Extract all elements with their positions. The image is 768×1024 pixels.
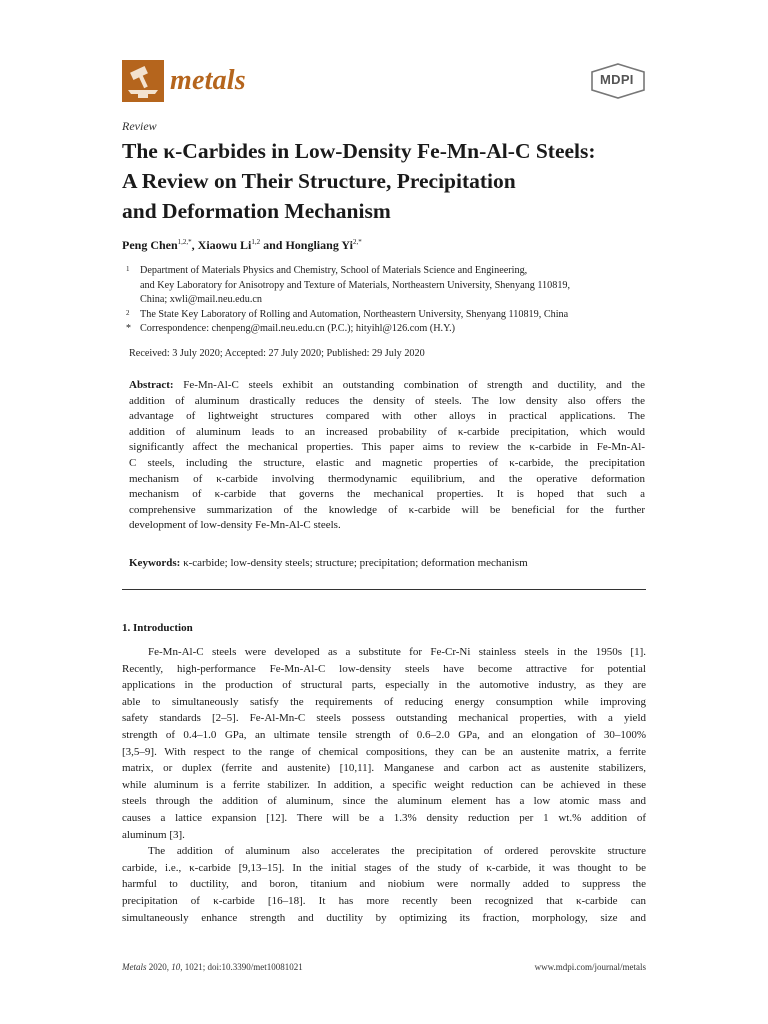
author-name[interactable]: Hongliang Yi — [285, 238, 353, 252]
footer-citation: Metals 2020, 10, 1021; doi:10.3390/met10081021 — [122, 962, 303, 972]
abstract-line: C steels, including the structure, elastic and magnetic properties of κ-carbide, the precipitation — [129, 456, 645, 469]
hammer-anvil-icon — [122, 60, 164, 102]
abstract-line: addition of aluminum drastically reduces the density of steels. The low density also offers the — [129, 394, 645, 407]
abstract-line: mechanism of κ-carbide involving thermodynamic equilibrium, and the operative deformation — [129, 472, 645, 485]
affiliation-marker: 2 — [126, 308, 130, 317]
paper-title — [122, 136, 662, 226]
author-separator: , — [191, 238, 198, 252]
text-line: [3,5–9]. With respect to the range of chemical compositions, they can be an austenite matrix, a ferrite — [122, 745, 646, 758]
abstract-line: mechanism of κ-carbide that governs the mechanical properties. It is hoped that such a — [129, 488, 645, 501]
author-affil-marker: 2,* — [352, 238, 362, 246]
affiliation-marker: 1 — [126, 265, 130, 273]
paragraph — [122, 644, 646, 843]
abstract-line: development of low-density Fe-Mn-Al-C steels. — [129, 519, 341, 532]
author-affil-marker: 1,2 — [251, 238, 261, 246]
affiliation-line: Department of Materials Physics and Chemistry, School of Materials Science and Engineering, — [140, 265, 528, 276]
author-name[interactable]: Peng Chen — [122, 238, 178, 252]
text-line: precipitation of κ-carbide [16–18]. It has more recently been recognized that κ-carbide can — [122, 894, 646, 907]
body-text — [122, 644, 646, 926]
correspondence-marker: * — [126, 323, 131, 334]
text-line: Recently, high-performance Fe-Mn-Al-C low-density steels have become attractive for potential — [122, 662, 646, 675]
text-line: carbide, i.e., κ-carbide [9,13–15]. In the initial stages of the study of κ-carbide, it was thought to be — [122, 861, 646, 874]
journal-logo[interactable] — [122, 60, 246, 102]
text-line: matrix, or duplex (ferrite and austenite) [10,11]. Manganese and carbon act as austenite stabilizers, — [122, 762, 646, 775]
affiliations — [126, 264, 646, 337]
text-line: Fe-Mn-Al-C steels were developed as a substitute for Fe-Cr-Ni stainless steels in the 1950s [1]. — [148, 646, 646, 658]
affiliation-line: and Key Laboratory for Anisotropy and Texture of Materials, Northeastern University, Shenyang 110819, — [140, 279, 571, 291]
correspondence-line: Correspondence: chenpeng@mail.neu.edu.cn (P.C.); hityihl@126.com (H.Y.) — [140, 323, 456, 334]
author-name[interactable]: Xiaowu Li — [197, 238, 252, 252]
title-line: A Review on Their Structure, Precipitation — [122, 169, 516, 193]
abstract-line: comprehensive summarization of the knowledge of κ-carbide will be beneficial for the further — [129, 503, 645, 516]
affiliation-item — [126, 308, 646, 323]
affiliation-line: China; xwli@mail.neu.edu.cn — [140, 294, 262, 305]
publisher-name: MDPI — [600, 72, 634, 87]
abstract — [129, 378, 645, 534]
abstract-line: advantage of lightweight structures compared with other alloys in practical applications. The — [129, 410, 645, 423]
abstract-label: Abstract: — [129, 379, 174, 391]
text-line: steels through the addition of aluminum, since the aluminum element has a low atomic mass and — [122, 795, 646, 808]
paragraph — [122, 843, 646, 926]
text-line: The addition of aluminum also accelerates the precipitation of ordered perovskite structure — [148, 845, 646, 858]
keywords-label: Keywords: — [129, 557, 181, 569]
title-line: and Deformation Mechanism — [122, 199, 391, 223]
footer-url[interactable]: www.mdpi.com/journal/metals — [534, 962, 646, 972]
text-line: simultaneously enhance strength and ductility by optimizing its fraction, morphology, size and — [122, 911, 646, 924]
affiliation-item — [126, 264, 646, 308]
title-line: The κ-Carbides in Low-Density Fe-Mn-Al-C Steels: — [122, 139, 596, 163]
publication-dates: Received: 3 July 2020; Accepted: 27 July 2020; Published: 29 July 2020 — [129, 348, 425, 359]
affiliation-line: The State Key Laboratory of Rolling and Automation, Northeastern University, Shenyang 110819, China — [140, 308, 569, 320]
footer-year: 2020 — [146, 962, 167, 972]
publisher-logo[interactable] — [590, 63, 646, 99]
abstract-line: Fe-Mn-Al-C steels exhibit an outstanding combination of strength and ductility, and the — [173, 379, 645, 391]
correspondence-item — [126, 322, 646, 337]
section-divider — [122, 589, 646, 590]
author-list — [122, 238, 362, 253]
keywords-list: κ-carbide; low-density steels; structure; precipitation; deformation mechanism — [180, 557, 528, 569]
text-line: applications in the production of structural parts, especially in the automotive industry, as they are — [122, 679, 646, 692]
section-heading: 1. Introduction — [122, 622, 193, 634]
footer-journal: Metals — [122, 962, 147, 972]
text-line: harmful to ductility, and boron, titanium and niobium were normally added to suppress the — [122, 878, 646, 891]
keywords — [129, 557, 528, 569]
text-line: strength of 0.4–1.0 GPa, an ultimate tensile strength of 0.6–2.0 GPa, and an elongation of 30–100% — [122, 728, 646, 741]
text-line: while aluminum is a ferrite stabilizer. In addition, a specific weight reduction can be achieved in these — [122, 778, 646, 791]
journal-name: metals — [170, 65, 246, 96]
text-line: causes a lattice expansion [12]. There will be a 1.3% density reduction per 1 wt.% addition of — [122, 811, 646, 824]
abstract-line: significantly affect the mechanical properties. This paper aims to review the κ-carbide in Fe-Mn-Al- — [129, 441, 645, 454]
footer-volume: 10 — [171, 962, 181, 972]
footer-doi: , 1021; doi:10.3390/met10081021 — [180, 962, 303, 972]
text-line: able to simultaneously satisfy the requirements of reducing energy consumption while improving — [122, 695, 646, 708]
author-affil-marker: 1,2,* — [177, 238, 192, 246]
abstract-line: addition of aluminum leads to an increased probability of κ-carbide precipitation, which would — [129, 425, 645, 438]
article-type: Review — [122, 119, 157, 133]
text-line: safety standards [2–5]. Fe-Al-Mn-C steels possess outstanding mechanical properties, with a yield — [122, 712, 646, 725]
text-line: aluminum [3]. — [122, 828, 185, 841]
author-separator: and — [260, 238, 286, 252]
